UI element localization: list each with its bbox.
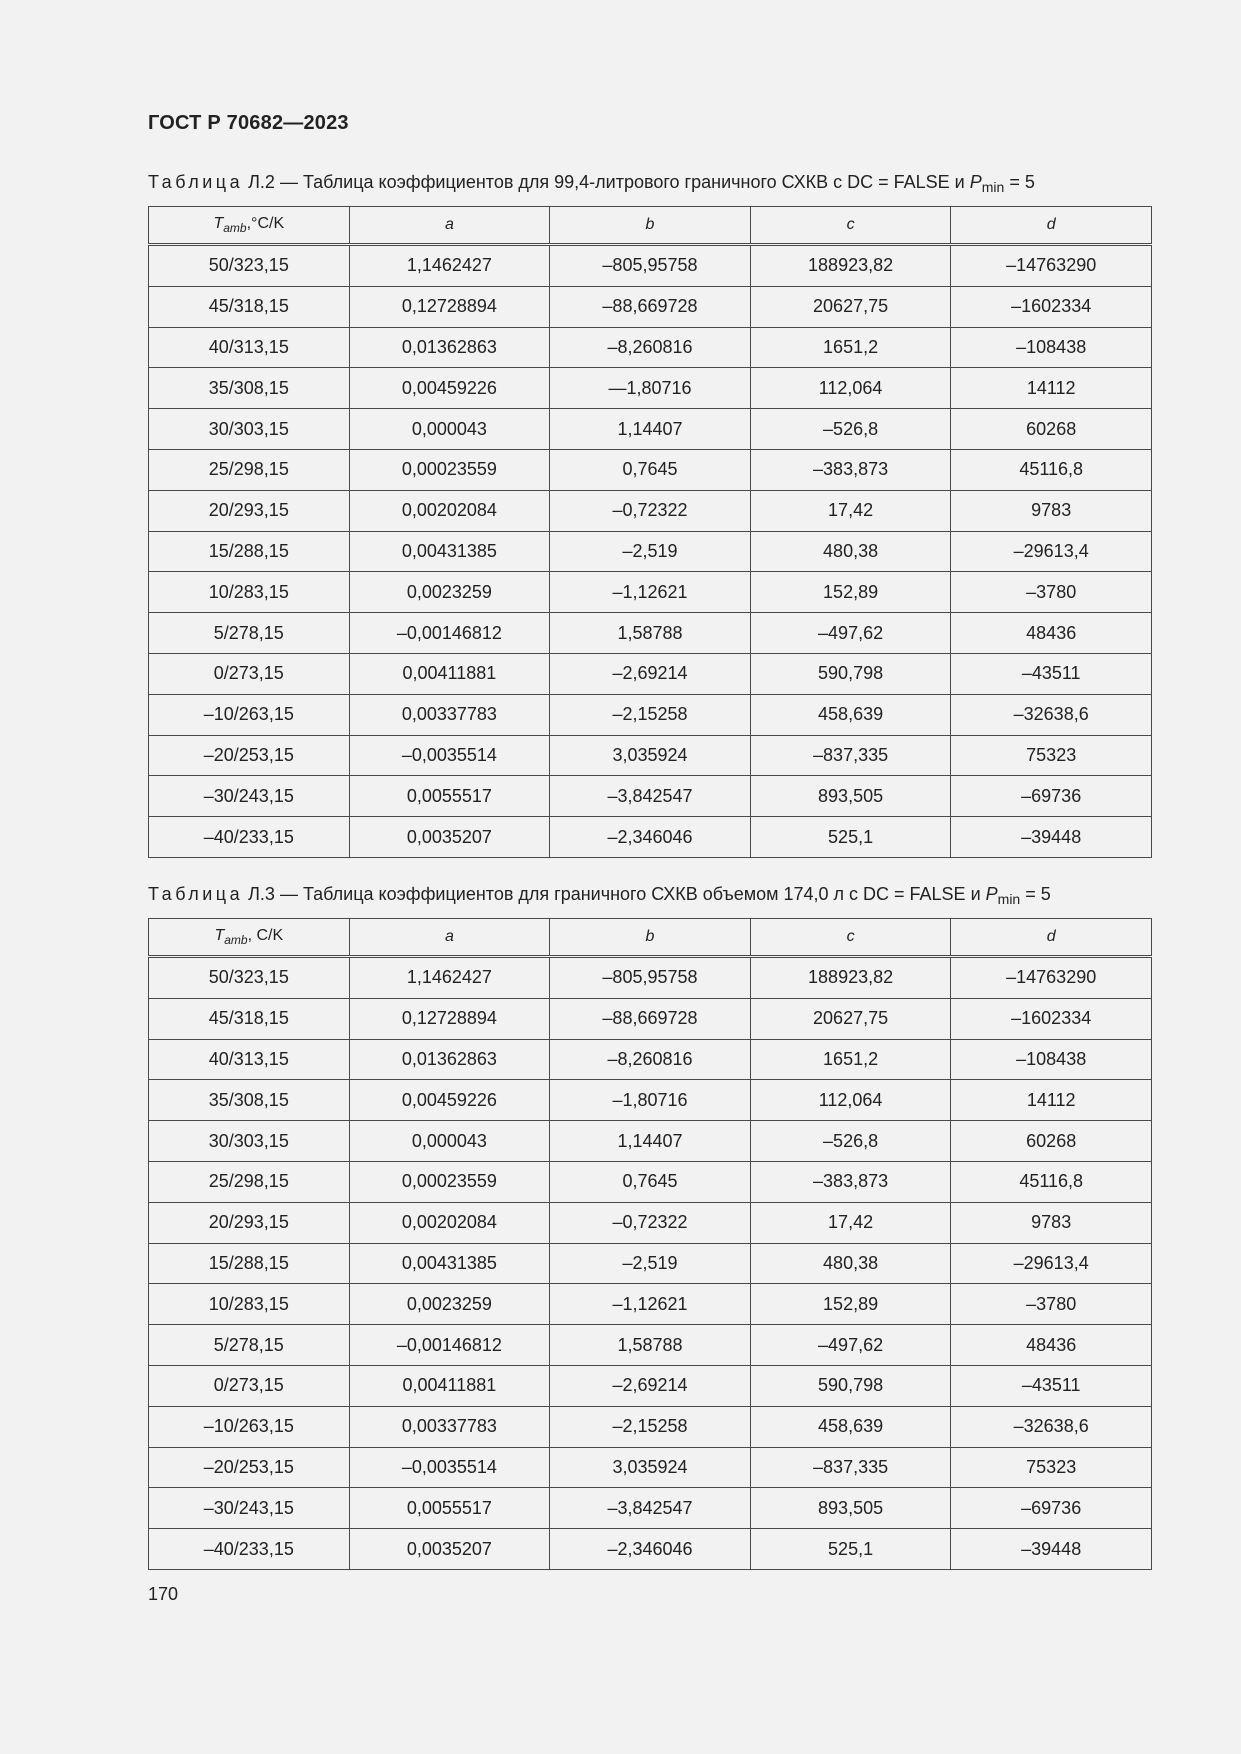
cell-tamb: 45/318,15 [149,998,350,1039]
cell-b: –2,69214 [550,1365,751,1406]
cell-c: 480,38 [750,531,951,572]
cell-b: 1,14407 [550,409,751,450]
cell-d: –3780 [951,1284,1152,1325]
cell-b: –3,842547 [550,1488,751,1529]
cell-tamb: –30/243,15 [149,1488,350,1529]
cell-d: –1602334 [951,998,1152,1039]
header-d: d [951,919,1152,957]
table-caption-sub: min [997,891,1021,907]
cell-a: –0,0035514 [349,1447,550,1488]
header-a: a [349,919,550,957]
header-c: c [750,207,951,245]
cell-c: 458,639 [750,1406,951,1447]
cell-d: –32638,6 [951,694,1152,735]
cell-b: –2,519 [550,1243,751,1284]
table-row [149,653,1152,694]
cell-a: 0,000043 [349,1121,550,1162]
cell-d: –32638,6 [951,1406,1152,1447]
table-header-row [149,207,1152,245]
cell-a: –0,0035514 [349,735,550,776]
cell-b: —1,80716 [550,368,751,409]
cell-a: 0,00431385 [349,1243,550,1284]
table-row [149,490,1152,531]
cell-a: 0,00431385 [349,531,550,572]
cell-a: 0,00411881 [349,1365,550,1406]
table-row [149,1039,1152,1080]
cell-c: 1651,2 [750,327,951,368]
cell-b: –2,519 [550,531,751,572]
table-caption-text: — Таблица коэффициентов для граничного СХКВ объемом 174,0 л с DC = FALSE и [279,884,981,904]
cell-c: 20627,75 [750,998,951,1039]
cell-d: –14763290 [951,957,1152,999]
cell-d: 75323 [951,735,1152,776]
table-row [149,1202,1152,1243]
cell-d: 45116,8 [951,449,1152,490]
table-row [149,1325,1152,1366]
cell-b: 0,7645 [550,449,751,490]
table-row [149,694,1152,735]
cell-b: –805,95758 [550,245,751,287]
table-row [149,957,1152,999]
cell-b: –88,669728 [550,286,751,327]
cell-b: –88,669728 [550,998,751,1039]
cell-a: 0,00023559 [349,1161,550,1202]
cell-tamb: 15/288,15 [149,1243,350,1284]
coefficients-table-l3 [148,918,1152,1570]
cell-b: –1,80716 [550,1080,751,1121]
cell-a: 0,0055517 [349,776,550,817]
table-row [149,1121,1152,1162]
cell-tamb: 30/303,15 [149,409,350,450]
table-row [149,449,1152,490]
cell-d: –108438 [951,327,1152,368]
cell-d: –43511 [951,1365,1152,1406]
cell-d: –29613,4 [951,1243,1152,1284]
cell-a: 0,00337783 [349,694,550,735]
table-caption-tail: = 5 [1009,172,1035,192]
cell-d: 9783 [951,1202,1152,1243]
table-row [149,1488,1152,1529]
document-id-header: ГОСТ Р 70682—2023 [148,112,349,134]
cell-c: –526,8 [750,409,951,450]
cell-c: 525,1 [750,1529,951,1570]
cell-d: 48436 [951,1325,1152,1366]
cell-a: 0,0055517 [349,1488,550,1529]
cell-tamb: 5/278,15 [149,1325,350,1366]
table-row [149,998,1152,1039]
cell-d: 48436 [951,613,1152,654]
cell-tamb: 20/293,15 [149,490,350,531]
table-header-row [149,919,1152,957]
table-caption-var: P [985,884,998,904]
cell-tamb: 40/313,15 [149,1039,350,1080]
table-caption-var: P [969,172,982,192]
cell-tamb: –40/233,15 [149,1529,350,1570]
cell-c: 188923,82 [750,245,951,287]
table-caption-sub: min [981,179,1005,195]
cell-tamb: 10/283,15 [149,1284,350,1325]
cell-a: 0,12728894 [349,286,550,327]
table-caption-l3 [148,884,1051,907]
header-tamb: $T_{amb}$, C/K [149,919,350,957]
cell-tamb: 10/283,15 [149,572,350,613]
cell-c: 112,064 [750,1080,951,1121]
cell-c: 17,42 [750,1202,951,1243]
table-caption-number: Л.2 [248,172,275,192]
table-caption-text: — Таблица коэффициентов для 99,4-литрового граничного СХКВ с DC = FALSE и [279,172,965,192]
cell-c: 480,38 [750,1243,951,1284]
cell-c: –837,335 [750,735,951,776]
cell-tamb: 0/273,15 [149,653,350,694]
cell-d: –108438 [951,1039,1152,1080]
cell-tamb: 0/273,15 [149,1365,350,1406]
cell-a: 0,00337783 [349,1406,550,1447]
cell-c: –383,873 [750,1161,951,1202]
cell-tamb: –30/243,15 [149,776,350,817]
cell-tamb: –20/253,15 [149,735,350,776]
header-a: a [349,207,550,245]
cell-b: 1,14407 [550,1121,751,1162]
header-b: b [550,207,751,245]
table-row [149,1161,1152,1202]
cell-d: 9783 [951,490,1152,531]
cell-b: –8,260816 [550,327,751,368]
cell-c: 525,1 [750,817,951,858]
cell-tamb: 20/293,15 [149,1202,350,1243]
table-row [149,1080,1152,1121]
cell-a: 1,1462427 [349,245,550,287]
cell-a: 0,00023559 [349,449,550,490]
cell-d: –39448 [951,817,1152,858]
cell-tamb: 15/288,15 [149,531,350,572]
cell-b: –8,260816 [550,1039,751,1080]
cell-c: 1651,2 [750,1039,951,1080]
cell-c: –526,8 [750,1121,951,1162]
cell-d: –14763290 [951,245,1152,287]
cell-c: 20627,75 [750,286,951,327]
cell-d: 14112 [951,1080,1152,1121]
table-row [149,1447,1152,1488]
cell-b: –805,95758 [550,957,751,999]
cell-b: 1,58788 [550,1325,751,1366]
cell-d: –69736 [951,1488,1152,1529]
cell-c: 112,064 [750,368,951,409]
cell-a: 0,00202084 [349,490,550,531]
table-row [149,572,1152,613]
cell-d: –69736 [951,776,1152,817]
table-row [149,1406,1152,1447]
cell-b: –2,346046 [550,817,751,858]
cell-a: 0,00459226 [349,1080,550,1121]
cell-b: –1,12621 [550,1284,751,1325]
cell-tamb: 50/323,15 [149,957,350,999]
cell-a: 0,01362863 [349,327,550,368]
table-caption-word: Таблица [148,172,244,192]
cell-b: 3,035924 [550,1447,751,1488]
cell-d: 75323 [951,1447,1152,1488]
cell-c: 458,639 [750,694,951,735]
table-row [149,613,1152,654]
table-row [149,245,1152,287]
cell-b: 3,035924 [550,735,751,776]
header-tamb: $T_{amb},^\circ C/K$ [149,207,350,245]
cell-d: –43511 [951,653,1152,694]
table-row [149,1529,1152,1570]
table-row [149,368,1152,409]
cell-a: 0,0035207 [349,1529,550,1570]
cell-a: –0,00146812 [349,1325,550,1366]
cell-tamb: 45/318,15 [149,286,350,327]
cell-a: 0,01362863 [349,1039,550,1080]
header-c: c [750,919,951,957]
cell-a: 0,00202084 [349,1202,550,1243]
header-d: d [951,207,1152,245]
cell-d: 14112 [951,368,1152,409]
cell-b: –0,72322 [550,1202,751,1243]
cell-a: –0,00146812 [349,613,550,654]
cell-d: –1602334 [951,286,1152,327]
cell-tamb: 35/308,15 [149,1080,350,1121]
cell-b: 0,7645 [550,1161,751,1202]
cell-d: 60268 [951,1121,1152,1162]
cell-tamb: 40/313,15 [149,327,350,368]
cell-a: 1,1462427 [349,957,550,999]
cell-a: 0,00459226 [349,368,550,409]
cell-tamb: 50/323,15 [149,245,350,287]
table-caption-tail: = 5 [1025,884,1051,904]
table-caption-number: Л.3 [248,884,275,904]
table-row [149,817,1152,858]
cell-c: –497,62 [750,1325,951,1366]
cell-d: –39448 [951,1529,1152,1570]
cell-d: 45116,8 [951,1161,1152,1202]
cell-tamb: –40/233,15 [149,817,350,858]
cell-b: –2,346046 [550,1529,751,1570]
table-row [149,327,1152,368]
table-row [149,286,1152,327]
cell-tamb: –10/263,15 [149,1406,350,1447]
cell-tamb: 35/308,15 [149,368,350,409]
table-row [149,776,1152,817]
cell-tamb: –20/253,15 [149,1447,350,1488]
cell-c: –837,335 [750,1447,951,1488]
cell-c: 893,505 [750,1488,951,1529]
cell-a: 0,0035207 [349,817,550,858]
cell-c: –383,873 [750,449,951,490]
cell-tamb: –10/263,15 [149,694,350,735]
cell-c: 590,798 [750,653,951,694]
cell-b: –2,15258 [550,694,751,735]
cell-c: –497,62 [750,613,951,654]
cell-a: 0,000043 [349,409,550,450]
table-row [149,531,1152,572]
cell-b: 1,58788 [550,613,751,654]
cell-b: –0,72322 [550,490,751,531]
cell-c: 152,89 [750,572,951,613]
cell-b: –2,15258 [550,1406,751,1447]
cell-tamb: 5/278,15 [149,613,350,654]
cell-a: 0,0023259 [349,572,550,613]
table-row [149,1284,1152,1325]
cell-d: –29613,4 [951,531,1152,572]
coefficients-table-l2 [148,206,1152,858]
cell-a: 0,12728894 [349,998,550,1039]
cell-tamb: 25/298,15 [149,449,350,490]
table-caption-l2 [148,172,1035,195]
cell-b: –1,12621 [550,572,751,613]
cell-tamb: 25/298,15 [149,1161,350,1202]
cell-c: 590,798 [750,1365,951,1406]
cell-c: 188923,82 [750,957,951,999]
table-row [149,409,1152,450]
cell-b: –2,69214 [550,653,751,694]
cell-c: 17,42 [750,490,951,531]
table-row [149,1365,1152,1406]
cell-d: 60268 [951,409,1152,450]
table-row [149,735,1152,776]
table-caption-word: Таблица [148,884,244,904]
cell-c: 893,505 [750,776,951,817]
cell-c: 152,89 [750,1284,951,1325]
cell-tamb: 30/303,15 [149,1121,350,1162]
cell-a: 0,0023259 [349,1284,550,1325]
cell-b: –3,842547 [550,776,751,817]
page-number: 170 [148,1584,179,1604]
header-b: b [550,919,751,957]
table-row [149,1243,1152,1284]
cell-d: –3780 [951,572,1152,613]
cell-a: 0,00411881 [349,653,550,694]
